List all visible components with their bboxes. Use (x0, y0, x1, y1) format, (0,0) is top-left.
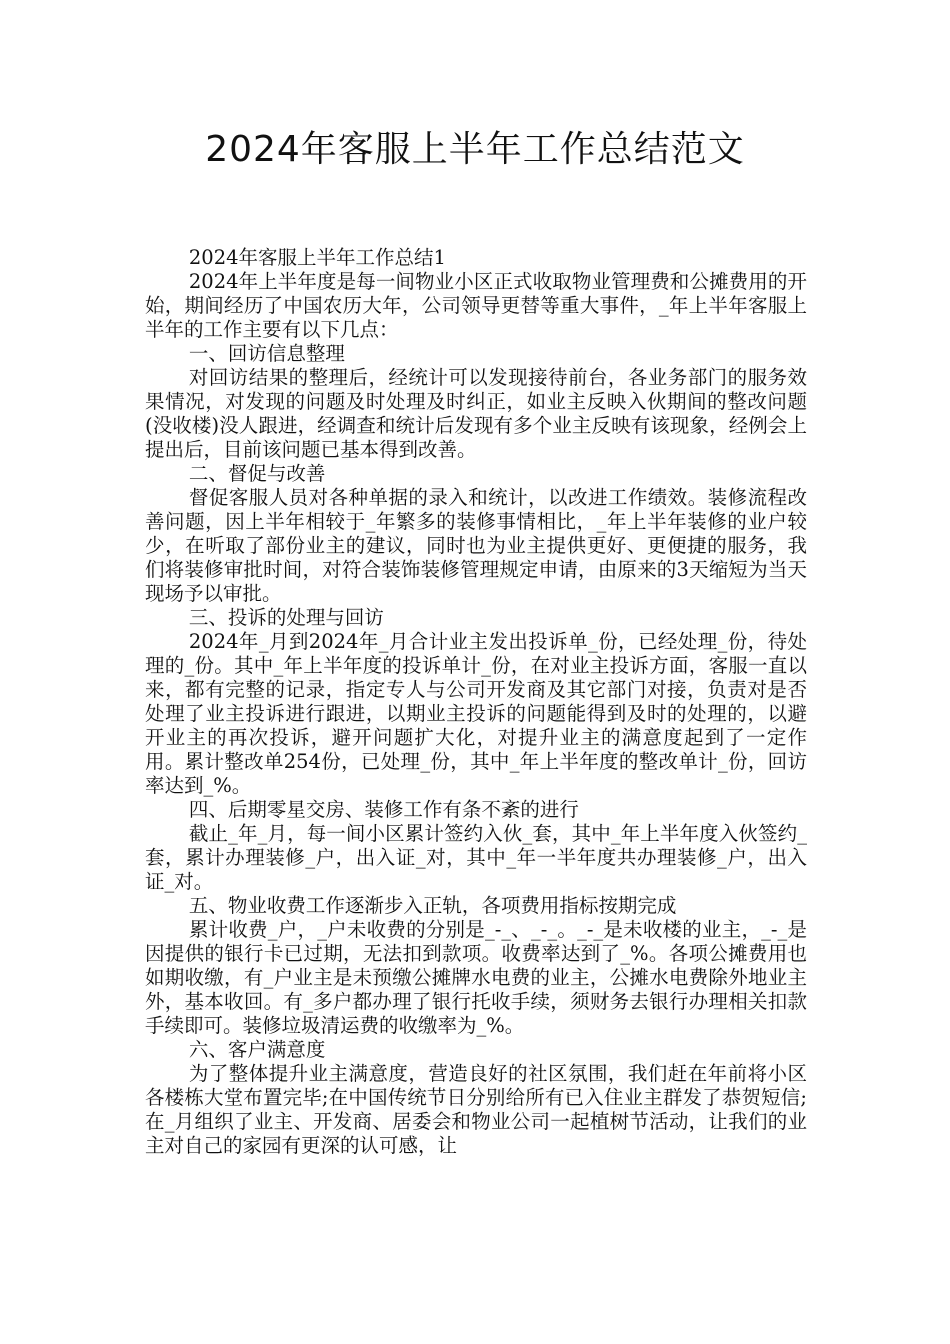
document-body (145, 246, 807, 1158)
paragraph-section-6: 为了整体提升业主满意度，营造良好的社区氛围，我们赶在年前将小区各楼栋大堂布置完毕;在中国传统节日分别给所有已入住业主群发了恭贺短信;在_月组织了业主、开发商、居委会和物业公司一起植树节活动，让我们的业主对自己的家园有更深的认可感，让 (145, 1062, 807, 1157)
section-heading-4: 四、后期零星交房、装修工作有条不紊的进行 (188, 798, 579, 821)
paragraph-section-3: 2024年_月到2024年_月合计业主发出投诉单_份，已经处理_份，待处理的_份。其中_年上半年度的投诉单计_份，在对业主投诉方面，客服一直以来，都有完整的记录，指定专人与公司开发商及其它部门对接，负责对是否处理了业主投诉进行跟进，以期业主投诉的问题能得到及时的处理的，以避开业主的再次投诉，避开问题扩大化，对提升业主的满意度起到了一定作用。累计整改单254份，已处理_份，其中_年上半年度的整改单计_份，回访率达到_%。 (145, 630, 807, 797)
section-heading-3: 三、投诉的处理与回访 (188, 606, 384, 629)
section-heading-2: 二、督促与改善 (188, 462, 326, 485)
document-title: 2024年客服上半年工作总结范文 (205, 129, 745, 170)
section-heading-6: 六、客户满意度 (188, 1038, 326, 1061)
paragraph-section-4: 截止_年_月，每一间小区累计签约入伙_套，其中_年上半年度入伙签约_套，累计办理装修_户，出入证_对，其中_年一半年度共办理装修_户，出入证_对。 (145, 822, 807, 893)
section-heading-1: 一、回访信息整理 (188, 342, 345, 365)
paragraph-section-5: 累计收费_户，_户未收费的分别是_-_、_-_。_-_是未收楼的业主，_-_是因提供的银行卡已过期，无法扣到款项。收费率达到了_%。各项公摊费用也如期收缴，有_户业主是未预缴公摊牌水电费的业主，公摊水电费除外地业主外，基本收回。有_多户都办理了银行托收手续，须财务去银行办理相关扣款手续即可。装修垃圾清运费的收缴率为_%。 (145, 918, 807, 1037)
paragraph-section-2: 督促客服人员对各种单据的录入和统计，以改进工作绩效。装修流程改善问题，因上半年相较于_年繁多的装修事情相比，_年上半年装修的业户较少，在听取了部份业主的建议，同时也为业主提供更好、更便捷的服务，我们将装修审批时间，对符合装饰装修管理规定申请，由原来的3天缩短为当天现场予以审批。 (145, 486, 807, 605)
paragraph-heading-1: 2024年客服上半年工作总结1 (188, 246, 446, 269)
paragraph-intro: 2024年上半年度是每一间物业小区正式收取物业管理费和公摊费用的开始，期间经历了中国农历大年，公司领导更替等重大事件，_年上半年客服上半年的工作主要有以下几点： (145, 270, 807, 341)
paragraph-section-1: 对回访结果的整理后，经统计可以发现接待前台，各业务部门的服务效果情况，对发现的问题及时处理及时纠正，如业主反映入伙期间的整改问题(没收楼)没人跟进，经调查和统计后发现有多个业主反映有该现象，经例会上提出后，目前该问题已基本得到改善。 (145, 366, 807, 461)
section-heading-5: 五、物业收费工作逐渐步入正轨，各项费用指标按期完成 (188, 894, 677, 917)
